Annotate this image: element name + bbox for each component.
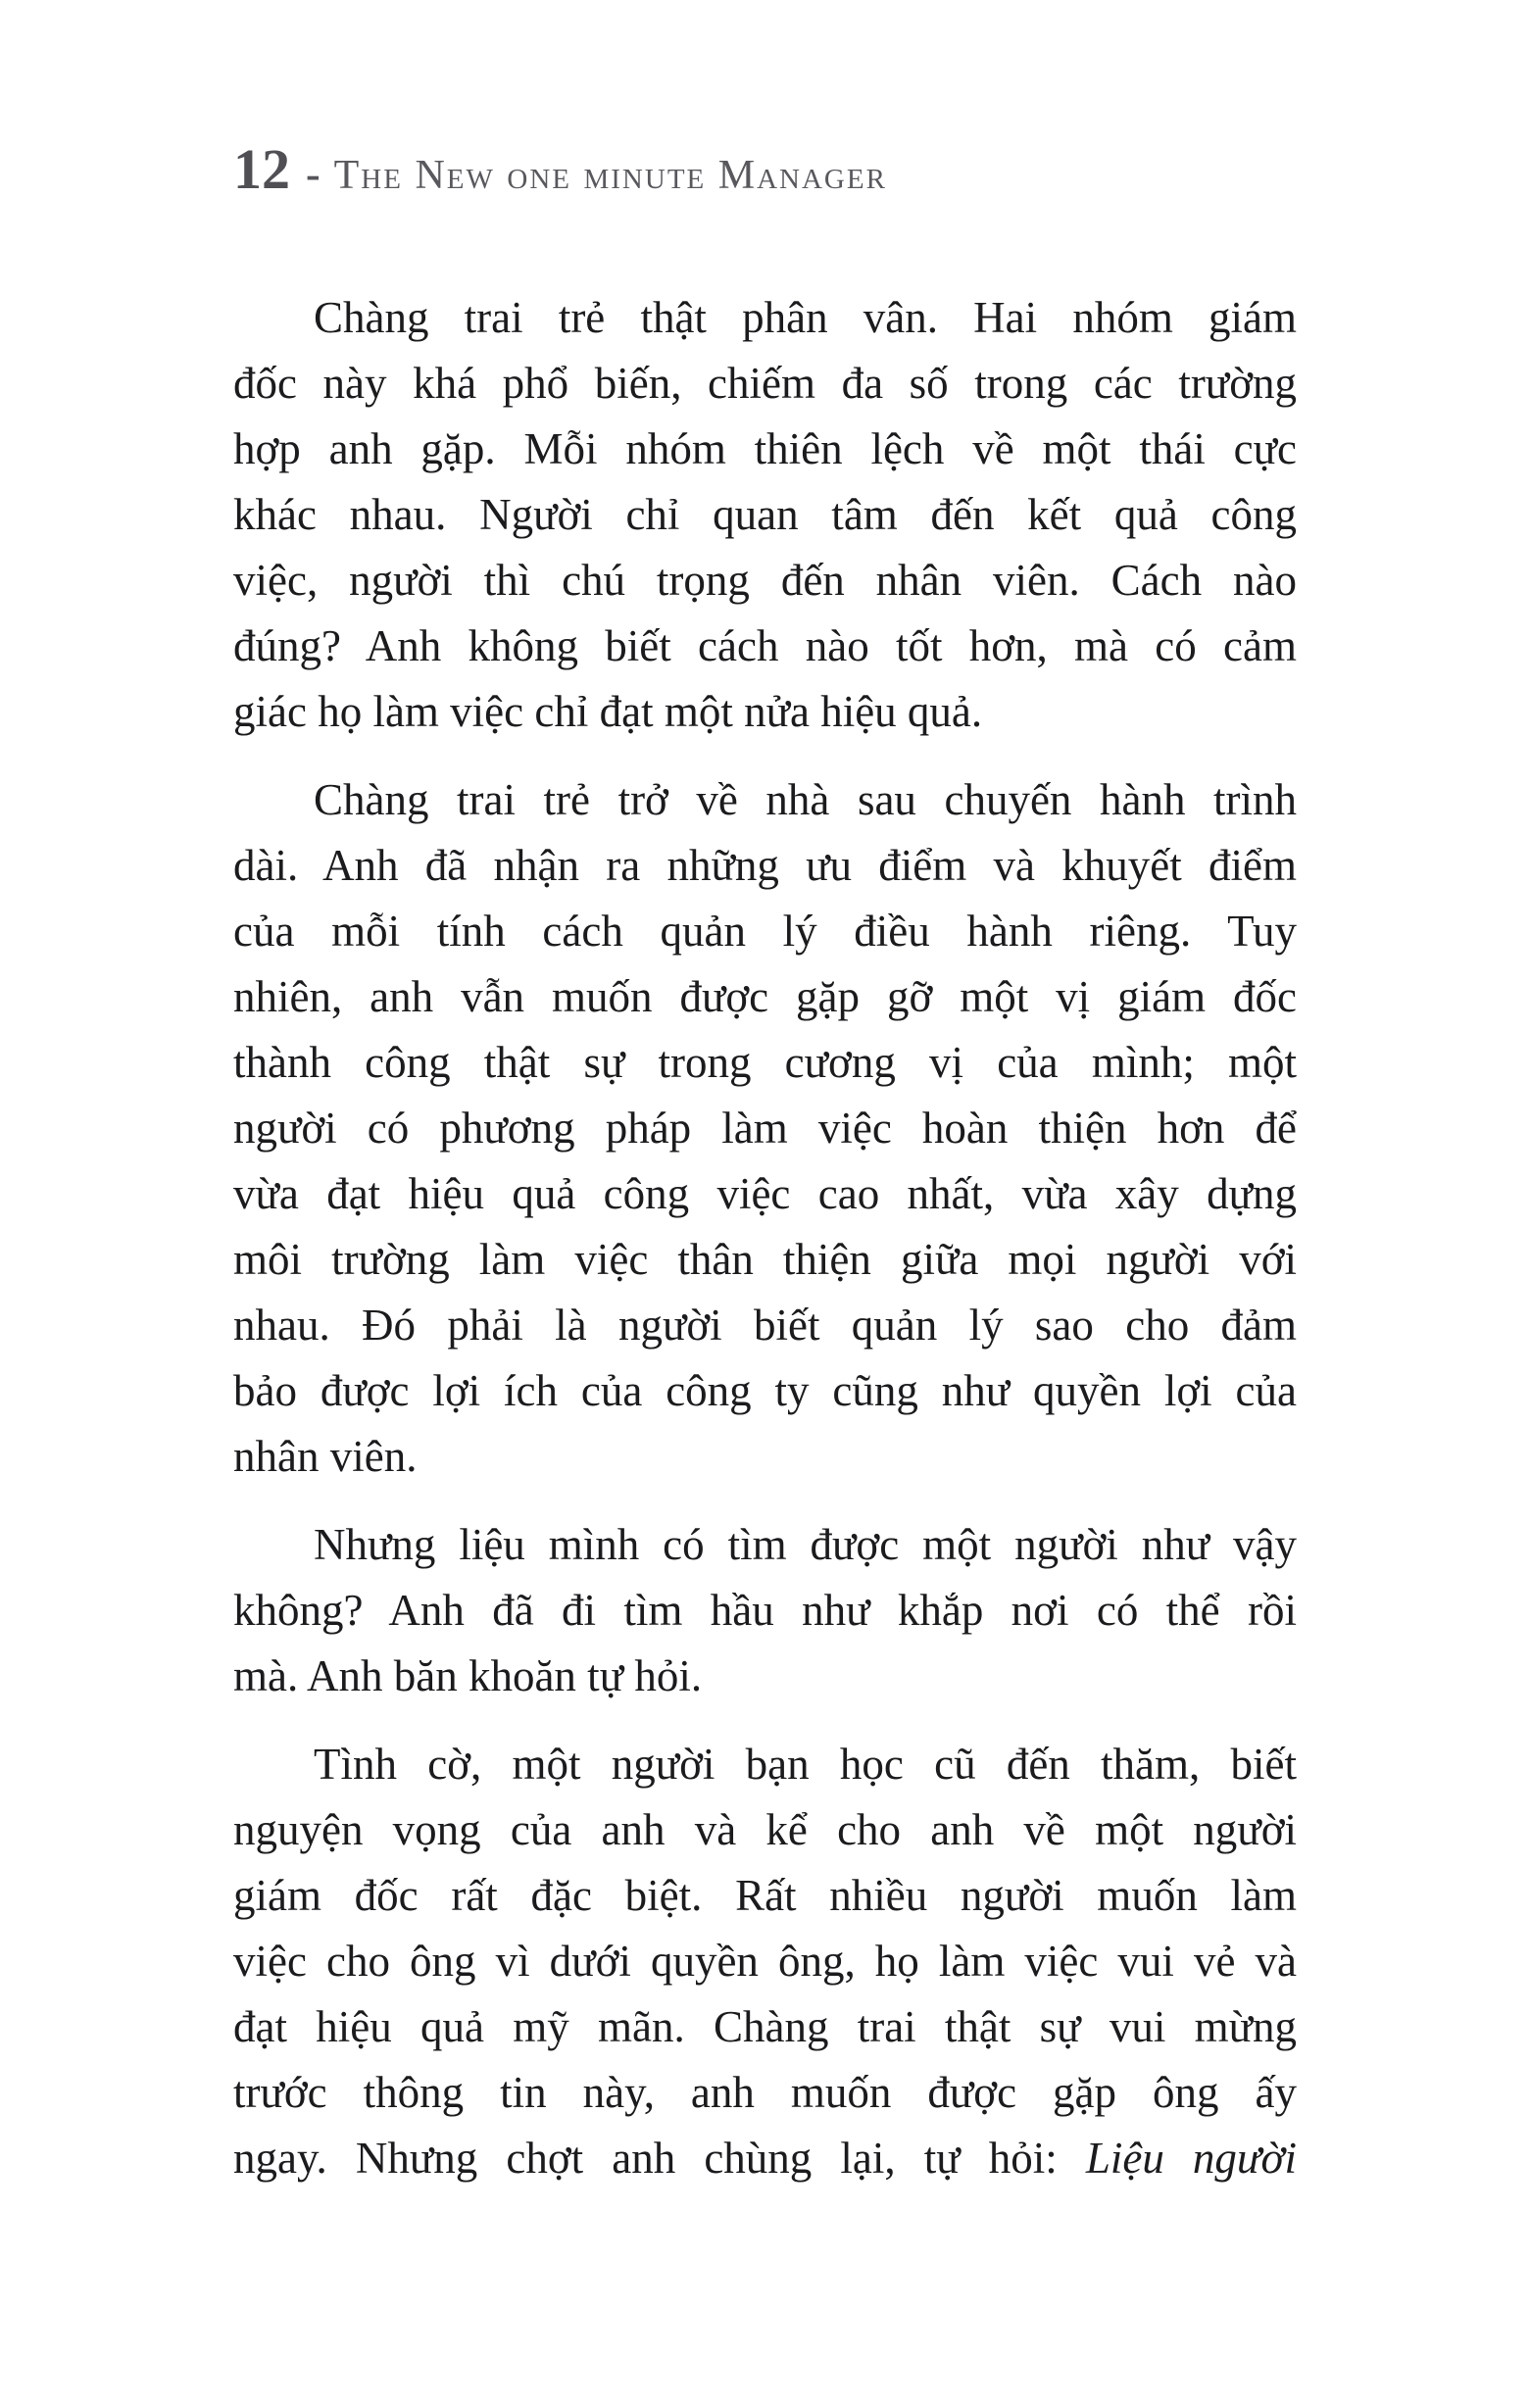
text-line: người có phương pháp làm việc hoàn thiện hơn để (233, 1104, 1297, 1153)
page-number: 12 (233, 137, 290, 201)
text-line: nhau. Đó phải là người biết quản lý sao cho đảm (233, 1301, 1297, 1350)
text-line: đạt hiệu quả mỹ mãn. Chàng trai thật sự vui mừng (233, 2002, 1297, 2051)
text-line: của mỗi tính cách quản lý điều hành riêng. Tuy (233, 907, 1297, 956)
text-line: trước thông tin này, anh muốn được gặp ông ấy (233, 2068, 1297, 2117)
text-line: nhiên, anh vẫn muốn được gặp gỡ một vị giám đốc (233, 972, 1297, 1021)
paragraph (233, 285, 1297, 745)
text-line: Tình cờ, một người bạn học cũ đến thăm, biết (314, 1740, 1297, 1789)
text-line: mà. Anh băn khoăn tự hỏi. (233, 1651, 703, 1700)
paragraph (233, 1732, 1297, 2191)
text-line: giác họ làm việc chỉ đạt một nửa hiệu quả. (233, 687, 983, 736)
text-line: bảo được lợi ích của công ty cũng như quyền lợi của (233, 1366, 1297, 1415)
paragraph (233, 767, 1297, 1490)
text-line: không? Anh đã đi tìm hầu như khắp nơi có thể rồi (233, 1586, 1297, 1635)
text-line: đúng? Anh không biết cách nào tốt hơn, mà có cảm (233, 621, 1297, 670)
text-line: hợp anh gặp. Mỗi nhóm thiên lệch về một thái cực (233, 424, 1297, 473)
text-line: thành công thật sự trong cương vị của mình; một (233, 1038, 1297, 1087)
text-line (233, 2126, 1297, 2191)
running-header (233, 137, 887, 201)
text-line: giám đốc rất đặc biệt. Rất nhiều người muốn làm (233, 1871, 1297, 1920)
text-line: dài. Anh đã nhận ra những ưu điểm và khuyết điểm (233, 841, 1297, 890)
text-line: môi trường làm việc thân thiện giữa mọi người với (233, 1235, 1297, 1284)
italic-phrase: Liệu người (1085, 2134, 1297, 2183)
text-line: nguyện vọng của anh và kể cho anh về một người (233, 1805, 1297, 1854)
text-line: khác nhau. Người chỉ quan tâm đến kết quả công (233, 490, 1297, 539)
paragraph (233, 1512, 1297, 1709)
title-separator: - (306, 150, 321, 198)
book-title: The New one minute Manager (333, 153, 887, 198)
text-segment: ngay. Nhưng chợt anh chùng lại, tự hỏi: (233, 2134, 1086, 2183)
text-line: Chàng trai trẻ trở về nhà sau chuyến hành trình (314, 775, 1297, 824)
text-line: đốc này khá phổ biến, chiếm đa số trong các trường (233, 359, 1297, 408)
text-line: vừa đạt hiệu quả công việc cao nhất, vừa xây dựng (233, 1169, 1297, 1218)
text-line: việc, người thì chú trọng đến nhân viên. Cách nào (233, 556, 1297, 605)
text-line: Nhưng liệu mình có tìm được một người như vậy (314, 1520, 1297, 1569)
body-text (233, 285, 1297, 2191)
text-line: nhân viên. (233, 1432, 418, 1481)
text-line: Chàng trai trẻ thật phân vân. Hai nhóm giám (314, 293, 1297, 342)
text-line: việc cho ông vì dưới quyền ông, họ làm việc vui vẻ và (233, 1937, 1297, 1986)
